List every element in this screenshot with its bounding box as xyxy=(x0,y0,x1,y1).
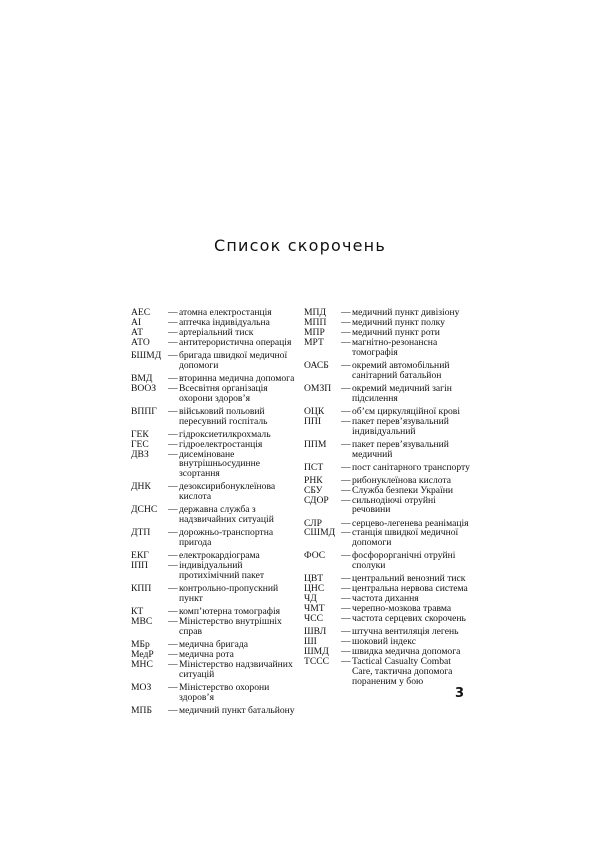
definition: Служба безпеки України xyxy=(352,484,454,496)
abbreviation: ЕКГ xyxy=(131,550,149,562)
definition: шоковий індекс xyxy=(352,636,416,648)
definition: гідроксиетилкрохмаль xyxy=(179,428,271,440)
entry-dash: — xyxy=(341,336,351,348)
definition: Всесвітня організація охорони здоров’я xyxy=(179,382,268,404)
entry-dash: — xyxy=(341,307,351,318)
abbreviation: ДВЗ xyxy=(131,448,149,460)
abbreviation: АІ xyxy=(131,316,142,328)
abbreviation: МНС xyxy=(131,659,153,671)
definition: Tactical Casualty Combat Care, тактична допомога пораненим у бою xyxy=(352,655,453,687)
entry-dash: — xyxy=(341,415,351,427)
abbreviation: СЛР xyxy=(304,517,323,529)
abbreviation: ПСТ xyxy=(304,461,324,473)
abbreviation-entry xyxy=(304,384,470,404)
abbreviation: ДНК xyxy=(131,481,151,493)
definition: комп’ютерна томографія xyxy=(179,606,281,618)
entry-dash: — xyxy=(341,550,351,562)
definition: окремий медичний загін підсилення xyxy=(352,382,452,404)
definition: дорожньо-транспортна пригода xyxy=(179,527,274,549)
definition: бригада швидкої медичної допомоги xyxy=(179,349,288,371)
abbreviation: ВМД xyxy=(131,372,153,384)
abbreviation-entry xyxy=(131,617,299,637)
abbreviation: СДОР xyxy=(304,494,329,506)
entry-dash: — xyxy=(341,438,351,450)
entry-dash: — xyxy=(341,655,351,667)
abbreviation-entry xyxy=(131,482,299,502)
definition: медичний пункт роти xyxy=(352,326,440,338)
page-title: Список скорочень xyxy=(214,236,386,255)
abbreviation: МРТ xyxy=(304,336,324,348)
definition: сильнодіючі отруйні речовини xyxy=(352,494,436,516)
definition: електрокардіограма xyxy=(179,550,260,562)
abbreviation: СШМД xyxy=(304,527,336,539)
abbreviation: ЧД xyxy=(304,593,317,605)
entry-dash: — xyxy=(168,481,178,493)
entry-dash: — xyxy=(341,326,351,338)
abbreviation: ІПП xyxy=(131,560,149,572)
definition: індивідуальний протихімічний пакет xyxy=(179,560,265,582)
definition: штучна вентиляція легень xyxy=(352,626,459,638)
abbreviation-entry xyxy=(131,660,299,680)
entry-dash: — xyxy=(341,484,351,496)
definition: черепно-мозкова травма xyxy=(352,603,452,615)
entry-dash: — xyxy=(168,349,178,361)
abbreviation: ШВЛ xyxy=(304,626,327,638)
entry-dash: — xyxy=(341,359,351,371)
abbreviation: ДСНС xyxy=(131,504,158,516)
abbreviation: АЕС xyxy=(131,307,151,318)
abbreviation-entry xyxy=(131,528,299,548)
abbreviation: ЧМТ xyxy=(304,603,325,615)
abbreviation-entry xyxy=(304,528,470,548)
abbreviation-entry xyxy=(131,338,299,348)
abbreviation: ЧСС xyxy=(304,613,324,625)
definition: станція швидкої медичної допомоги xyxy=(352,527,459,549)
definition: державна служба з надзвичайних ситуацій xyxy=(179,504,274,526)
definition: дисеміноване внутрішньосудинне зсортання xyxy=(179,448,261,480)
definition: атомна електростанція xyxy=(179,307,272,318)
abbreviation: ППІ xyxy=(304,415,322,427)
abbreviation-entry xyxy=(131,407,299,427)
abbreviation: МедР xyxy=(131,649,154,661)
entry-dash: — xyxy=(168,606,178,618)
entry-dash: — xyxy=(168,649,178,661)
entry-dash: — xyxy=(168,372,178,384)
abbreviation: ШМД xyxy=(304,645,329,657)
abbreviation: ППМ xyxy=(304,438,327,450)
abbreviation-entry xyxy=(131,505,299,525)
entry-dash: — xyxy=(168,382,178,394)
definition: військовий польовий пересувний госпіталь xyxy=(179,405,268,427)
definition: контрольно-пропускний пункт xyxy=(179,583,279,605)
entry-dash: — xyxy=(341,316,351,328)
definition: Міністерство внутрішніх справ xyxy=(179,616,282,638)
entry-dash: — xyxy=(168,583,178,595)
abbreviation: МПД xyxy=(304,307,327,318)
definition: медична бригада xyxy=(179,639,248,651)
abbreviation-entry xyxy=(304,463,470,473)
definition: пост санітарного транспорту xyxy=(352,461,470,473)
entry-dash: — xyxy=(341,405,351,417)
entry-dash: — xyxy=(168,448,178,460)
definition: гідроелектростанція xyxy=(179,438,263,450)
abbreviation: ШІ xyxy=(304,636,317,648)
abbreviation-entry xyxy=(131,384,299,404)
abbreviation: РНК xyxy=(304,474,323,486)
definition: центральний венозний тиск xyxy=(352,573,466,585)
entry-dash: — xyxy=(168,428,178,440)
definition: рибонуклеїнова кислота xyxy=(352,474,451,486)
abbreviations-left-column xyxy=(131,308,299,716)
abbreviation-entry xyxy=(131,561,299,581)
definition: медичний пункт полку xyxy=(352,316,445,328)
abbreviation-entry xyxy=(131,706,299,716)
entry-dash: — xyxy=(168,326,178,338)
definition: частота серцевих скорочень xyxy=(352,613,466,625)
definition: об’єм циркуляційної крові xyxy=(352,405,461,417)
abbreviation: ОМЗП xyxy=(304,382,332,394)
abbreviation-entry xyxy=(304,338,470,358)
entry-dash: — xyxy=(341,636,351,648)
abbreviation-entry xyxy=(304,361,470,381)
abbreviation: ФОС xyxy=(304,550,326,562)
abbreviation: ГЕС xyxy=(131,438,149,450)
abbreviation: МПП xyxy=(304,316,327,328)
entry-dash: — xyxy=(168,307,178,318)
entry-dash: — xyxy=(168,438,178,450)
entry-dash: — xyxy=(168,336,178,348)
abbreviations-right-column xyxy=(304,308,470,687)
page-number: 3 xyxy=(455,686,465,701)
abbreviation: БШМД xyxy=(131,349,162,361)
abbreviation: МВС xyxy=(131,616,153,628)
definition: пакет перев’язувальний індивідуальний xyxy=(352,415,449,437)
entry-dash: — xyxy=(341,461,351,473)
abbreviation: МОЗ xyxy=(131,682,152,694)
abbreviation-entry xyxy=(304,417,470,437)
entry-dash: — xyxy=(168,705,178,717)
definition: фосфорорганічні отруйні сполуки xyxy=(352,550,456,572)
definition: серцево-легенева реанімація xyxy=(352,517,469,529)
entry-dash: — xyxy=(168,405,178,417)
entry-dash: — xyxy=(341,573,351,585)
abbreviation: ДТП xyxy=(131,527,151,539)
entry-dash: — xyxy=(168,504,178,516)
entry-dash: — xyxy=(168,527,178,539)
abbreviation-entry xyxy=(131,351,299,371)
entry-dash: — xyxy=(168,682,178,694)
entry-dash: — xyxy=(341,593,351,605)
entry-dash: — xyxy=(341,613,351,625)
definition: частота дихання xyxy=(352,593,419,605)
abbreviation-entry xyxy=(131,683,299,703)
abbreviation: МБр xyxy=(131,639,150,651)
entry-dash: — xyxy=(341,626,351,638)
abbreviation: АТО xyxy=(131,336,150,348)
abbreviation-entry xyxy=(304,657,470,687)
definition: артеріальний тиск xyxy=(179,326,254,338)
entry-dash: — xyxy=(341,382,351,394)
abbreviation: ЦВТ xyxy=(304,573,324,585)
definition: Міністерство надзвичайних ситуацій xyxy=(179,659,293,680)
entry-dash: — xyxy=(168,639,178,651)
abbreviation: ОАСБ xyxy=(304,359,329,371)
abbreviation: МПР xyxy=(304,326,325,338)
abbreviation: СБУ xyxy=(304,484,323,496)
definition: медичний пункт дивізіону xyxy=(352,307,460,318)
entry-dash: — xyxy=(168,659,178,671)
definition: медичний пункт батальйону xyxy=(179,705,295,717)
definition: центральна нервова система xyxy=(352,583,468,595)
abbreviation: МПБ xyxy=(131,705,152,717)
abbreviation-entry xyxy=(131,450,299,480)
definition: пакет перев’язувальний медичний xyxy=(352,438,449,460)
abbreviation: ГЕК xyxy=(131,428,149,440)
definition: окремий автомобільний санітарний батальйон xyxy=(352,359,450,381)
definition: аптечка індивідуальна xyxy=(179,316,270,328)
entry-dash: — xyxy=(168,560,178,572)
abbreviation: КТ xyxy=(131,606,144,618)
abbreviation: АТ xyxy=(131,326,143,338)
entry-dash: — xyxy=(341,474,351,486)
definition: дезоксирибонуклеїнова кислота xyxy=(179,481,276,503)
abbreviation: КПП xyxy=(131,583,152,595)
definition: вторинна медична допомога xyxy=(179,372,295,384)
abbreviation-entry xyxy=(304,496,470,516)
entry-dash: — xyxy=(341,603,351,615)
abbreviation: ВППГ xyxy=(131,405,157,417)
entry-dash: — xyxy=(168,550,178,562)
abbreviation-entry xyxy=(304,614,470,624)
definition: Міністерство охорони здоров’я xyxy=(179,682,270,703)
abbreviation: ВООЗ xyxy=(131,382,157,394)
definition: швидка медична допомога xyxy=(352,645,461,657)
entry-dash: — xyxy=(168,316,178,328)
entry-dash: — xyxy=(341,527,351,539)
definition: антитерористична операція xyxy=(179,336,292,348)
abbreviation: TCCC xyxy=(304,655,330,667)
entry-dash: — xyxy=(341,645,351,657)
abbreviation-entry xyxy=(304,440,470,460)
entry-dash: — xyxy=(341,517,351,529)
definition: магнітно-резонансна томографія xyxy=(352,336,438,358)
abbreviation-entry xyxy=(304,551,470,571)
abbreviation: ОЦК xyxy=(304,405,325,417)
entry-dash: — xyxy=(341,583,351,595)
entry-dash: — xyxy=(341,494,351,506)
definition: медична рота xyxy=(179,649,234,661)
abbreviation: ЦНС xyxy=(304,583,325,595)
abbreviation-entry xyxy=(131,584,299,604)
entry-dash: — xyxy=(168,616,178,628)
